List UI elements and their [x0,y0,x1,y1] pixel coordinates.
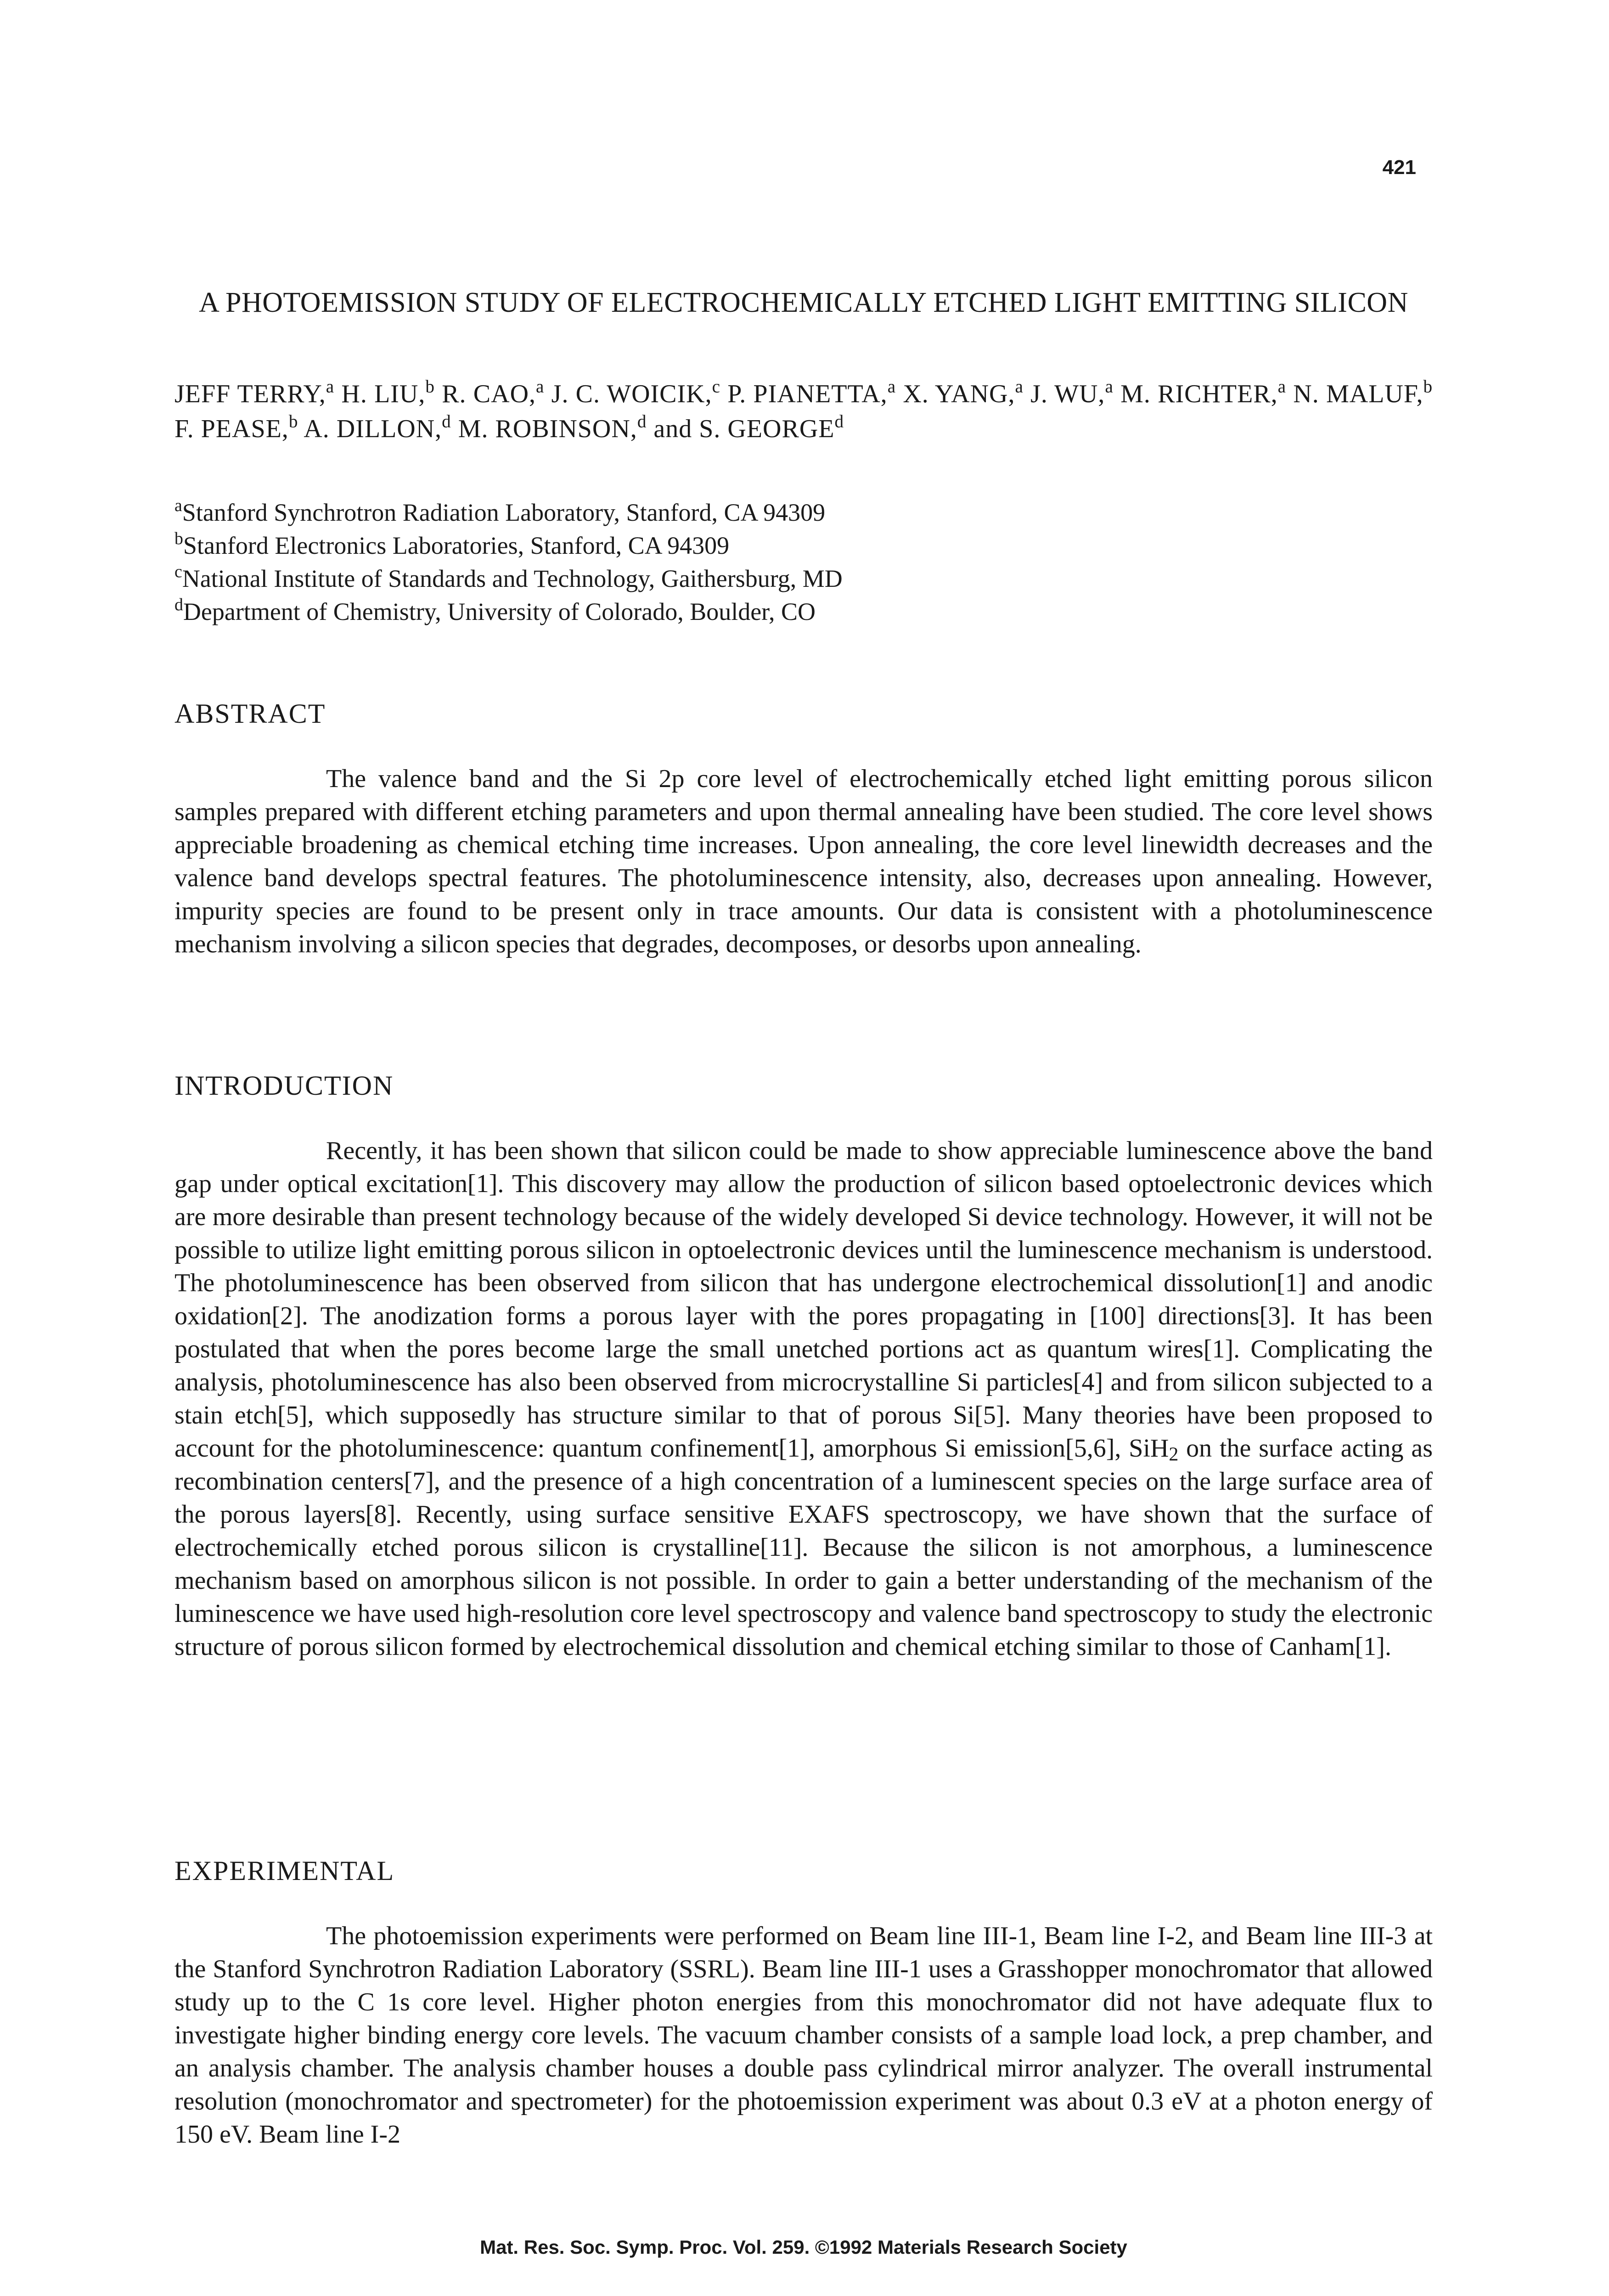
author-affiliation-mark: a [326,377,335,397]
author-name: N. MALUF,$^b$ [1293,377,1433,408]
affiliation-text: National Institute of Standards and Technology, Gaithersburg, MD [182,565,843,592]
author-name: and S. GEORGE$^d$ [653,411,844,443]
author-name: A. DILLON,$^d$ [304,411,451,443]
author-name: M. ROBINSON,$^d$ [458,411,647,443]
affiliation-text: Stanford Electronics Laboratories, Stanford, CA 94309 [183,532,730,559]
author-affiliation-mark: c [712,377,721,397]
affiliation-mark: a [174,496,182,516]
author-affiliation-mark: b [1423,377,1433,397]
author-affiliation-mark: d [834,411,844,432]
affiliation-mark: d [174,595,183,615]
affiliation-line [174,562,1433,595]
author-affiliation-mark: a [1015,377,1024,397]
author-affiliation-mark: a [887,377,896,397]
author-name: H. LIU,$^b$ [341,377,435,408]
author-affiliation-mark: b [425,377,435,397]
author-name: F. PEASE,$^b$ [174,411,298,443]
paper-title: A PHOTOEMISSION STUDY OF ELECTROCHEMICALLY ETCHED LIGHT EMITTING SILICON [199,287,1408,318]
author-name: R. CAO,$^a$ [442,377,545,408]
author-affiliation-mark: b [288,411,298,432]
author-affiliation-mark: a [1105,377,1114,397]
page-number: 421 [1382,156,1416,179]
abstract-text: The valence band and the Si 2p core level of electrochemically etched light emitting porous silicon samples prepared with different etching parameters and upon thermal annealing have been studied. The core level shows appreciable broadening as chemical etching time increases. Upon annealing, the core level linewidth decreases and the valence band develops spectral features. The photoluminescence intensity, also, decreases upon annealing. However, impurity species are found to be present only in trace amounts. Our data is consistent with a photoluminescence mechanism involving a silicon species that degrades, decomposes, or desorbs upon annealing. [174,765,1433,958]
author-name: X. YANG,$^a$ [903,377,1024,408]
experimental-text: The photoemission experiments were performed on Beam line III-1, Beam line I-2, and Beam line III-3 at the Stanford Synchrotron Radiation Laboratory (SSRL). Beam line III-1 uses a Grasshopper monochromator that allowed study up to the C 1s core level. Higher photon energies from this monochromator did not have adequate flux to investigate higher binding energy core levels. The vacuum chamber consists of a sample load lock, a prep chamber, and an analysis chamber. The analysis chamber houses a double pass cylindrical mirror analyzer. The overall instrumental resolution (monochromator and spectrometer) for the photoemission experiment was about 0.3 eV at a photon energy of 150 eV. Beam line I-2 [174,1922,1433,2149]
author-name: JEFF TERRY,$^a$ [174,377,335,408]
author-name: P. PIANETTA,$^a$ [727,377,896,408]
author-affiliation-mark: d [442,411,451,432]
author-name: J. WU,$^a$ [1030,377,1114,408]
author-affiliation-mark: a [1277,377,1287,397]
affiliation-mark: c [174,562,182,582]
experimental-heading: EXPERIMENTAL [174,1856,395,1886]
author-list [174,377,1433,446]
subscript-2: 2 [1169,1444,1179,1465]
introduction-text-part1: Recently, it has been shown that silicon could be made to show appreciable luminescence above the band gap under optical excitation[1]. This discovery may allow the production of silicon based optoelectronic devices which are more desirable than present technology because of the widely developed Si device technology. However, it will not be possible to utilize light emitting porous silicon in optoelectronic devices until the luminescence mechanism is understood. The photoluminescence has been observed from silicon that has undergone electrochemical dissolution[1] and anodic oxidation[2]. The anodization forms a porous layer with the pores propagating in [100] directions[3]. It has been postulated that when the pores become large the small unetched portions act as quantum wires[1]. Complicating the analysis, photoluminescence has also been observed from microcrystalline Si particles[4] and from silicon subjected to a stain etch[5], which supposedly has structure similar to that of porous Si[5]. Many theories have been proposed to account for the photoluminescence: quantum confinement[1], amorphous Si emission[5,6], SiH [174,1137,1433,1463]
introduction-text-part2: on the surface acting as recombination centers[7], and the presence of a high concentration of a luminescent species on the large surface area of the porous layers[8]. Recently, using surface sensitive EXAFS spectroscopy, we have shown that the surface of electrochemically etched porous silicon is crystalline[11]. Because the silicon is not amorphous, a luminescence mechanism based on amorphous silicon is not possible. In order to gain a better understanding of the mechanism of the luminescence we have used high-resolution core level spectroscopy and valence band spectroscopy to study the electronic structure of porous silicon formed by electrochemical dissolution and chemical etching similar to those of Canham[1]. [174,1434,1433,1661]
affiliation-line [174,595,1433,628]
affiliation-text: Department of Chemistry, University of Colorado, Boulder, CO [183,598,816,625]
affiliation-line [174,529,1433,562]
author-affiliation-mark: a [536,377,545,397]
affiliation-text: Stanford Synchrotron Radiation Laboratory, Stanford, CA 94309 [182,499,826,526]
author-affiliation-mark: d [637,411,647,432]
author-name: J. C. WOICIK,$^c$ [551,377,721,408]
introduction-heading: INTRODUCTION [174,1070,394,1101]
author-name: M. RICHTER,$^a$ [1120,377,1287,408]
abstract-heading: ABSTRACT [174,698,326,729]
affiliation-mark: b [174,529,183,549]
introduction-text [174,1134,1433,1663]
affiliation-line [174,496,1433,529]
footer-citation: Mat. Res. Soc. Symp. Proc. Vol. 259. ©1992 Materials Research Society [480,2236,1127,2258]
affiliation-list [174,496,1433,628]
